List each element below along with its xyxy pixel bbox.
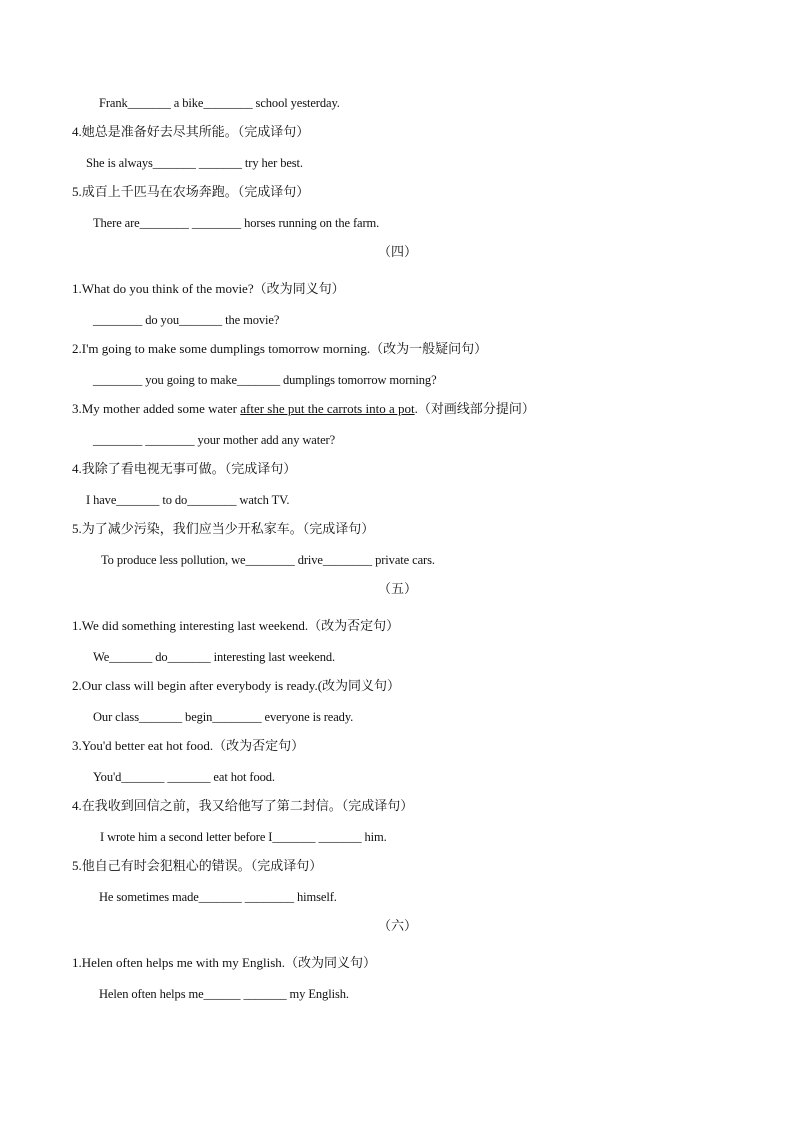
question-line: 1.We did something interesting last weekend.（改为否定句） — [72, 618, 400, 633]
answer-line: Our class_______ begin________ everyone is ready. — [93, 710, 354, 724]
section-heading: （五） — [378, 581, 418, 596]
question-line: 1.What do you think of the movie?（改为同义句） — [72, 281, 345, 296]
answer-line: There are________ ________ horses running on the farm. — [93, 216, 380, 230]
question-instruction: .（对画线部分提问） — [414, 401, 535, 416]
section-heading: （六） — [378, 918, 418, 933]
underlined-phrase: after she put the carrots into a pot — [240, 401, 415, 416]
question-line — [72, 401, 535, 417]
question-line: 5.成百上千匹马在农场奔跑。（完成译句） — [72, 184, 310, 199]
answer-line: I have_______ to do________ watch TV. — [86, 493, 290, 507]
section-heading: （四） — [378, 244, 418, 259]
question-line: 5.为了减少污染，我们应当少开私家车。（完成译句） — [72, 521, 375, 536]
question-line: 5.他自己有时会犯粗心的错误。（完成译句） — [72, 858, 323, 873]
question-line: 1.Helen often helps me with my English.（改为同义句） — [72, 955, 377, 970]
question-line: 4.在我收到回信之前，我又给他写了第二封信。（完成译句） — [72, 798, 414, 813]
answer-line: She is always_______ _______ try her best. — [86, 156, 303, 170]
answer-line: You'd_______ _______ eat hot food. — [93, 770, 275, 784]
answer-line: We_______ do_______ interesting last weekend. — [93, 650, 336, 664]
question-line: 4.我除了看电视无事可做。（完成译句） — [72, 461, 297, 476]
answer-line: ________ ________ your mother add any water? — [93, 433, 336, 447]
question-line: 3.You'd better eat hot food.（改为否定句） — [72, 738, 305, 753]
answer-line: ________ you going to make_______ dumplings tomorrow morning? — [93, 373, 437, 387]
answer-line: He sometimes made_______ ________ himself. — [99, 890, 337, 904]
question-text: 3.My mother added some water — [72, 401, 241, 416]
answer-line: I wrote him a second letter before I_______ _______ him. — [100, 830, 387, 844]
question-line: 2.Our class will begin after everybody is ready.(改为同义句） — [72, 678, 401, 693]
answer-line: To produce less pollution, we________ drive________ private cars. — [101, 553, 435, 567]
answer-line: ________ do you_______ the movie? — [93, 313, 280, 327]
question-line: 2.I'm going to make some dumplings tomorrow morning.（改为一般疑问句） — [72, 341, 488, 356]
answer-line: Helen often helps me______ _______ my English. — [99, 987, 349, 1001]
question-line: 4.她总是准备好去尽其所能。（完成译句） — [72, 124, 310, 139]
answer-line: Frank_______ a bike________ school yesterday. — [99, 96, 340, 110]
